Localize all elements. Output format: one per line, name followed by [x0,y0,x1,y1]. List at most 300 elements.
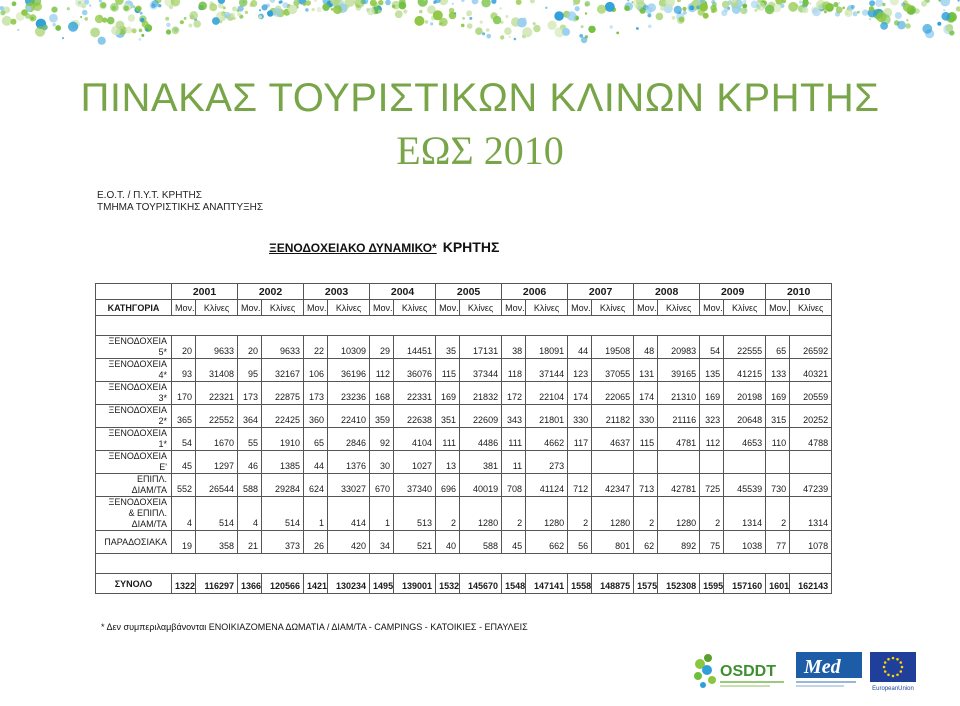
category-cell [96,359,172,382]
decorative-dot [84,17,88,21]
beds-subheader: Κλίνες [526,300,568,316]
decorative-dot [449,8,455,14]
document-heading [269,239,499,255]
decorative-dot [847,8,849,10]
units-cell: 168 [370,382,394,405]
osddt-text: OSDDT [720,663,776,680]
units-cell: 670 [370,474,394,497]
units-cell: 115 [436,359,460,382]
decorative-dot [250,0,257,7]
units-cell: 713 [634,474,658,497]
decorative-dot [100,2,106,8]
beds-cell: 41124 [526,474,568,497]
decorative-dot [12,1,17,6]
decorative-dot [499,7,502,10]
decorative-dot [905,23,910,28]
decorative-dot [279,1,282,4]
decorative-dot [305,0,311,6]
total-beds-cell: 147141 [526,574,568,594]
decorative-dot [245,11,248,14]
table-row [96,474,832,497]
footnote: * Δεν συμπεριλαμβάνονται ΕΝΟΙΚΙΑΖΟΜΕΝΑ ΔΩΜΑΤΙΑ / ΔΙΑΜ/ΤΑ - CAMPINGS - ΚΑΤΟΙΚΙΕΣ - ΕΠΑΥΛΕΙΣ [101,622,528,632]
decorative-dot [158,4,161,7]
beds-cell [592,451,634,474]
beds-cell: 4637 [592,428,634,451]
decorative-dot [682,7,686,11]
decorative-dot [481,0,490,7]
slide-title: ΠΙΝΑΚΑΣ ΤΟΥΡΙΣΤΙΚΩΝ ΚΛΙΝΩΝ ΚΡΗΤΗΣ [80,76,880,120]
decorative-dot [270,0,276,3]
beds-cell: 1314 [724,497,766,531]
table-row [96,497,832,531]
decorative-dot [414,16,424,26]
units-subheader: Μον. [238,300,262,316]
decorative-dot [82,10,88,16]
year-header: 2005 [436,284,502,300]
decorative-dot [890,0,899,6]
beds-cell: 4781 [658,428,700,451]
decorative-dot [562,28,570,36]
decorative-dot [21,9,28,16]
decorative-dot [941,12,950,21]
units-subheader: Μον. [436,300,460,316]
beds-cell: 420 [328,531,370,554]
decorative-dot [567,11,577,21]
decorative-dot [833,2,838,7]
units-cell: 173 [238,382,262,405]
eu-flag-logo [870,652,916,692]
decorative-dot [433,1,436,4]
beds-cell: 14451 [394,336,436,359]
units-cell: 29 [370,336,394,359]
total-label: ΣΥΝΟΛΟ [96,574,172,594]
decorative-dot [237,12,241,16]
units-cell: 48 [634,336,658,359]
beds-cell: 4662 [526,428,568,451]
beds-cell: 37340 [394,474,436,497]
units-cell: 1 [304,497,328,531]
beds-cell: 29284 [262,474,304,497]
units-cell: 588 [238,474,262,497]
decorative-dot [378,10,381,13]
units-cell: 133 [766,359,790,382]
beds-cell: 22065 [592,382,634,405]
decorative-dot [869,0,875,6]
decorative-dot [259,9,261,11]
beds-cell: 26544 [196,474,238,497]
eu-star [884,670,887,673]
category-label: ΔΙΑΜ/ΤΑ [131,485,167,495]
category-label: ΞΕΝΟΔΟΧΕΙΑ [108,405,167,415]
beds-subheader: Κλίνες [724,300,766,316]
decorative-dot [419,10,422,13]
units-cell: 55 [238,428,262,451]
decorative-dot [647,13,651,17]
beds-cell: 33027 [328,474,370,497]
units-cell: 315 [766,405,790,428]
units-cell: 46 [238,451,262,474]
decorative-dot [262,4,268,10]
decorative-dot [312,8,315,11]
decorative-dot [880,22,888,30]
total-units-cell: 1322 [172,574,196,594]
decorative-dot [945,24,953,32]
beds-cell [790,451,832,474]
beds-cell: 22104 [526,382,568,405]
category-label: ΞΕΝΟΔΟΧΕΙΑ [108,382,167,392]
units-cell: 11 [502,451,526,474]
beds-cell: 1280 [658,497,700,531]
units-cell: 174 [568,382,592,405]
table-row [96,451,832,474]
eu-star [892,675,895,678]
decorative-dot [90,28,100,38]
decorative-dot [689,5,694,10]
units-cell: 92 [370,428,394,451]
decorative-dot [267,10,273,16]
decorative-dot [509,36,511,38]
decorative-dot-band [0,0,960,46]
units-cell: 19 [172,531,196,554]
beds-cell: 1314 [790,497,832,531]
decorative-dot [579,34,583,38]
beds-cell: 23236 [328,382,370,405]
beds-cell: 381 [460,451,502,474]
total-units-cell: 1548 [502,574,526,594]
decorative-dot [425,20,429,24]
category-label: Ε' [159,462,167,472]
decorative-dot [107,17,115,25]
decorative-dot [491,0,496,4]
decorative-dot [142,21,149,28]
category-label: & ΕΠΙΠΛ. [128,508,167,518]
decorative-dot [862,9,868,15]
beds-cell: 358 [196,531,238,554]
decorative-dot [49,14,58,23]
decorative-dot [486,28,489,31]
decorative-dot [461,0,464,2]
beds-cell: 20559 [790,382,832,405]
decorative-dot [209,3,217,11]
decorative-dot [395,10,403,18]
total-units-cell: 1558 [568,574,592,594]
beds-cell: 4653 [724,428,766,451]
decorative-dot [392,5,395,8]
decorative-dot [480,21,483,24]
beds-cell: 20648 [724,405,766,428]
beds-subheader: Κλίνες [460,300,502,316]
beds-cell: 22425 [262,405,304,428]
units-subheader: Μον. [700,300,724,316]
decorative-dot [585,12,587,14]
category-label: 1* [158,439,167,449]
beds-cell: 9633 [196,336,238,359]
decorative-dot [166,29,171,34]
units-cell: 123 [568,359,592,382]
beds-cell: 1027 [394,451,436,474]
decorative-dot [139,38,142,41]
beds-cell: 892 [658,531,700,554]
units-cell: 38 [502,336,526,359]
beds-subheader: Κλίνες [262,300,304,316]
beds-cell: 47239 [790,474,832,497]
decorative-dot [616,32,619,35]
units-cell: 118 [502,359,526,382]
decorative-dot [378,0,383,5]
decorative-dot [744,9,747,12]
year-header: 2010 [766,284,832,300]
decorative-dot [506,15,509,18]
beds-cell: 21832 [460,382,502,405]
decorative-dot [188,24,192,28]
category-label: ΞΕΝΟΔΟΧΕΙΑ [108,497,167,507]
eu-star [887,658,890,661]
units-cell: 1 [370,497,394,531]
units-cell: 65 [766,336,790,359]
beds-cell: 22552 [196,405,238,428]
total-units-cell: 1366 [238,574,262,594]
decorative-dot [765,5,774,14]
decorative-dot [0,10,5,15]
units-cell: 2 [766,497,790,531]
units-cell: 131 [634,359,658,382]
total-units-cell: 1532 [436,574,460,594]
decorative-dot [943,9,945,11]
decorative-dot [836,6,843,13]
slide-subtitle: ΕΩΣ 2010 [396,128,564,173]
units-cell: 30 [370,451,394,474]
units-cell: 2 [634,497,658,531]
beds-cell: 37344 [460,359,502,382]
units-cell: 65 [304,428,328,451]
decorative-dot [581,37,587,43]
osddt-logo [690,650,788,694]
decorative-dot [530,0,535,3]
subheader-row [96,300,832,316]
category-cell [96,405,172,428]
units-cell: 365 [172,405,196,428]
decorative-dot [461,24,465,28]
eu-star [896,674,899,677]
units-cell: 712 [568,474,592,497]
heading-region: ΚΡΗΤΗΣ [442,239,500,255]
beds-cell: 22410 [328,405,370,428]
decorative-dot [433,10,443,20]
decorative-dot [282,2,288,8]
decorative-dot [98,37,106,45]
beds-cell: 22331 [394,382,436,405]
hotel-capacity-table [95,283,832,594]
beds-cell: 37055 [592,359,634,382]
beds-cell: 17131 [460,336,502,359]
units-cell: 111 [502,428,526,451]
total-beds-cell: 130234 [328,574,370,594]
beds-cell: 1670 [196,428,238,451]
decorative-dot [68,22,78,32]
decorative-dot [516,0,522,5]
beds-cell: 41215 [724,359,766,382]
med-text: Med [804,656,841,678]
header-corner [96,284,172,300]
osddt-logo-graphic [690,650,788,694]
heading-text: ΞΕΝΟΔΟΧΕΙΑΚΟ ΔΥΝΑΜΙΚΟ* [269,241,437,255]
category-label: ΞΕΝΟΔΟΧΕΙΑ [108,359,167,369]
decorative-dot [956,6,960,11]
units-cell: 95 [238,359,262,382]
decorative-dot [656,13,664,21]
decorative-dot [605,2,615,12]
decorative-dot [331,8,334,11]
year-header: 2004 [370,284,436,300]
beds-cell: 22638 [394,405,436,428]
beds-cell: 42347 [592,474,634,497]
eu-star [896,658,899,661]
org-name: Ε.Ο.Τ. / Π.Υ.Τ. ΚΡΗΤΗΣ [97,190,202,201]
units-cell: 359 [370,405,394,428]
decorative-dot [399,2,407,10]
category-label: ΔΙΑΜ/ΤΑ [131,519,167,529]
decorative-dot [523,17,526,20]
decorative-dot [141,34,144,37]
beds-cell: 22609 [460,405,502,428]
decorative-dot [95,15,103,23]
units-cell: 172 [502,382,526,405]
units-cell: 4 [172,497,196,531]
decorative-dot [754,9,757,12]
table-row [96,531,832,554]
decorative-dot [273,8,282,17]
decorative-dot [743,0,747,3]
decorative-dot [610,25,613,28]
decorative-dot [897,21,906,30]
decorative-dot [140,12,143,15]
beds-cell: 4486 [460,428,502,451]
beds-cell: 19508 [592,336,634,359]
beds-subheader: Κλίνες [592,300,634,316]
eu-star [883,666,886,669]
decorative-dot [547,21,556,30]
category-label: ΞΕΝΟΔΟΧΕΙΑ [108,428,167,438]
decorative-dot [132,28,137,33]
decorative-dot [139,29,143,33]
beds-cell: 273 [526,451,568,474]
units-cell: 110 [766,428,790,451]
beds-cell: 2846 [328,428,370,451]
decorative-dot [922,24,932,34]
units-subheader: Μον. [634,300,658,316]
beds-cell: 40321 [790,359,832,382]
decorative-dot [212,17,220,25]
table-row [96,359,832,382]
decorative-dot [514,38,517,41]
beds-cell: 20252 [790,405,832,428]
decorative-dot [809,2,811,4]
eu-star [884,661,887,664]
category-cell [96,497,172,531]
decorative-dot [788,2,798,12]
beds-cell: 373 [262,531,304,554]
beds-cell: 10309 [328,336,370,359]
decorative-dot [742,4,747,9]
decorative-dot [876,12,886,22]
units-cell: 45 [502,531,526,554]
units-cell [568,451,592,474]
decorative-dot [303,3,306,6]
table-row [96,336,832,359]
partner-logos [690,650,922,696]
units-cell: 330 [568,405,592,428]
decorative-dot [193,20,201,28]
decorative-dot [452,3,454,5]
category-label: ΞΕΝΟΔΟΧΕΙΑ [108,451,167,461]
decorative-dot [180,20,184,24]
decorative-dot [288,5,297,14]
decorative-dot [851,5,855,9]
decorative-dot [322,3,329,10]
year-header: 2003 [304,284,370,300]
units-cell: 77 [766,531,790,554]
decorative-dot [439,23,441,25]
beds-cell: 40019 [460,474,502,497]
decorative-dot [624,5,630,11]
units-subheader: Μον. [766,300,790,316]
units-cell: 35 [436,336,460,359]
beds-cell: 588 [460,531,502,554]
beds-cell: 1385 [262,451,304,474]
beds-cell: 32167 [262,359,304,382]
beds-cell: 21116 [658,405,700,428]
decorative-dot [869,18,872,21]
decorative-dot [838,2,840,4]
units-subheader: Μον. [172,300,196,316]
decorative-dot [232,6,237,11]
beds-cell: 514 [262,497,304,531]
units-cell: 2 [436,497,460,531]
decorative-dot [110,3,119,12]
decorative-dot [486,34,491,39]
decorative-dot [67,7,70,10]
decorative-dot [648,25,652,29]
units-cell: 708 [502,474,526,497]
units-cell: 106 [304,359,328,382]
decorative-dot [500,35,504,39]
decorative-dot [184,17,187,20]
decorative-dot [764,1,767,4]
units-cell [700,451,724,474]
units-cell: 34 [370,531,394,554]
decorative-dot [430,22,433,25]
category-label: 2* [158,416,167,426]
units-cell: 2 [568,497,592,531]
beds-cell: 1280 [526,497,568,531]
decorative-dot [533,25,540,32]
category-label: 4* [158,370,167,380]
total-beds-cell: 120566 [262,574,304,594]
units-cell: 730 [766,474,790,497]
year-header: 2009 [700,284,766,300]
units-subheader: Μον. [568,300,592,316]
units-cell: 54 [700,336,724,359]
eu-star [887,674,890,677]
decorative-dot [128,14,135,21]
units-cell: 169 [436,382,460,405]
decorative-dot [17,29,19,31]
decorative-dot [822,1,831,10]
decorative-dot [467,23,473,29]
decorative-dot [116,21,125,30]
decorative-dot [585,1,591,7]
units-cell: 552 [172,474,196,497]
